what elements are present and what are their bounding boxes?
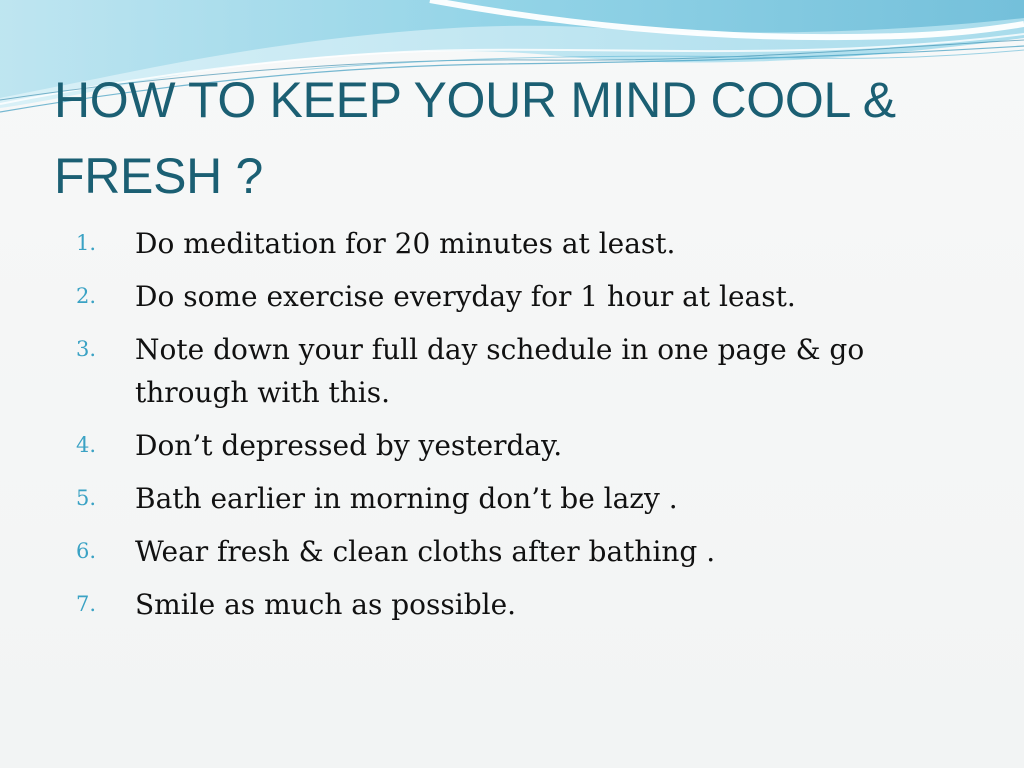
list-item [54, 328, 974, 414]
list-item-number: 5. [76, 486, 97, 510]
list-item-number: 4. [76, 433, 97, 457]
list-item-text: Don’t depressed by yesterday. [135, 429, 563, 462]
list-item [54, 275, 974, 318]
list-item-number: 1. [76, 231, 97, 255]
list-item-text: Smile as much as possible. [135, 588, 517, 621]
list-item-text: Wear fresh & clean cloths after bathing . [135, 535, 716, 568]
list-item-text: Bath earlier in morning don’t be lazy . [135, 482, 678, 515]
list-item-text: Do meditation for 20 minutes at least. [135, 227, 676, 260]
list-item-text: Do some exercise everyday for 1 hour at least. [135, 280, 796, 313]
list-item-number: 3. [76, 337, 97, 361]
list-item [54, 222, 974, 265]
slide-title: HOW TO KEEP YOUR MIND COOL & FRESH ? [54, 72, 896, 204]
list-item-number: 6. [76, 539, 97, 563]
list-item-number: 2. [76, 284, 97, 308]
tips-list [54, 222, 974, 636]
list-item [54, 424, 974, 467]
list-item-text: Note down your full day schedule in one page & go through with this. [135, 333, 865, 409]
list-item-number: 7. [76, 592, 97, 616]
list-item [54, 530, 974, 573]
list-item [54, 583, 974, 626]
list-item [54, 477, 974, 520]
